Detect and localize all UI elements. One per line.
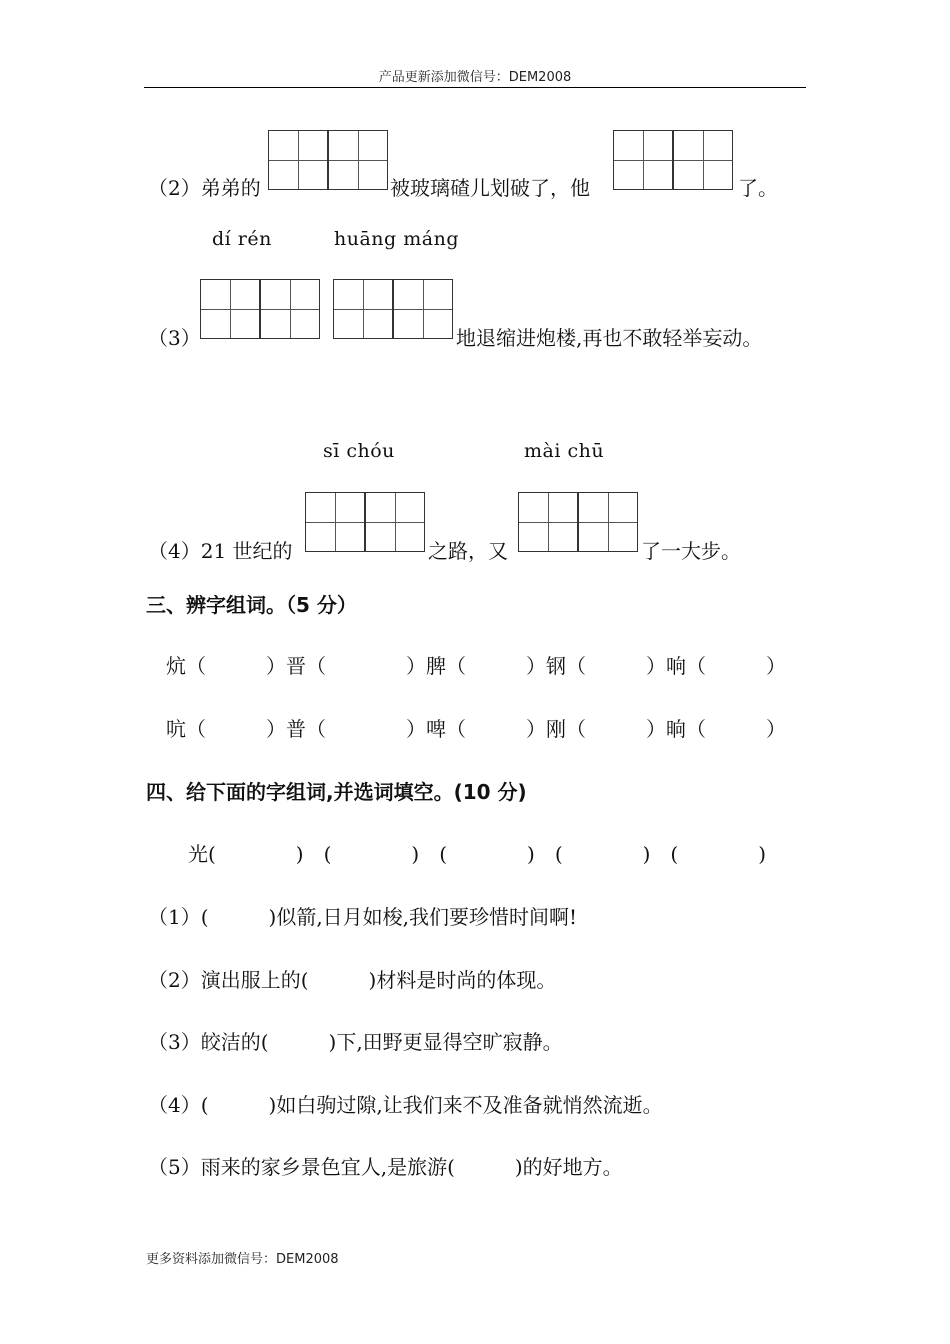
writing-box[interactable] [305, 492, 365, 552]
section-4-item: （2）演出服上的( )材料是时尚的体现。 [148, 968, 557, 992]
header-rule [144, 87, 806, 88]
writing-box[interactable] [328, 130, 388, 190]
writing-box[interactable] [393, 279, 453, 339]
writing-box[interactable] [268, 130, 328, 190]
section-4-item: （3）皎洁的( )下,田野更显得空旷寂静。 [148, 1030, 563, 1054]
writing-box[interactable] [333, 279, 393, 339]
q3-pinyin-1: dí rén [212, 228, 272, 250]
page-header: 产品更新添加微信号：DEM2008 [378, 70, 572, 85]
section-4-item: （5）雨来的家乡景色宜人,是旅游( )的好地方。 [148, 1155, 623, 1179]
q4-text-middle: 之路，又 [428, 539, 508, 563]
q2-text-end: 了。 [738, 176, 778, 200]
q2-text-start: （2）弟弟的 [148, 176, 261, 200]
q4-text-end: 了一大步。 [641, 539, 741, 563]
q4-text-start: （4）21 世纪的 [148, 539, 293, 563]
section-3-title: 三、辨字组词。（5 分） [146, 593, 357, 617]
section-4-item: （1）( )似箭,日月如梭,我们要珍惜时间啊! [148, 905, 578, 929]
writing-box[interactable] [578, 492, 638, 552]
writing-box[interactable] [613, 130, 673, 190]
q2-text-middle: 被玻璃碴儿划破了，他 [390, 176, 590, 200]
writing-box[interactable] [260, 279, 320, 339]
q3-number: （3） [148, 326, 201, 350]
section-4-title: 四、给下面的字组词,并选词填空。(10 分) [146, 780, 527, 804]
section-3-row-2: 吭（ ）普（ ）啤（ ）刚（ ）晌（ ） [166, 717, 786, 741]
q3-text: 地退缩进炮楼,再也不敢轻举妄动。 [456, 326, 763, 350]
writing-box[interactable] [518, 492, 578, 552]
q4-pinyin-2: mài chū [524, 440, 605, 462]
writing-box[interactable] [365, 492, 425, 552]
section-4-word-blanks: 光( ) ( ) ( ) ( ) ( ) [188, 842, 767, 866]
section-4-item: （4）( )如白驹过隙,让我们来不及准备就悄然流逝。 [148, 1093, 663, 1117]
q4-pinyin-1: sī chóu [323, 440, 395, 462]
section-3-row-1: 炕（ ）晋（ ）脾（ ）钢（ ）响（ ） [166, 654, 786, 678]
writing-box[interactable] [673, 130, 733, 190]
q3-pinyin-2: huāng máng [334, 228, 459, 250]
page-footer: 更多资料添加微信号：DEM2008 [146, 1252, 339, 1267]
writing-box[interactable] [200, 279, 260, 339]
